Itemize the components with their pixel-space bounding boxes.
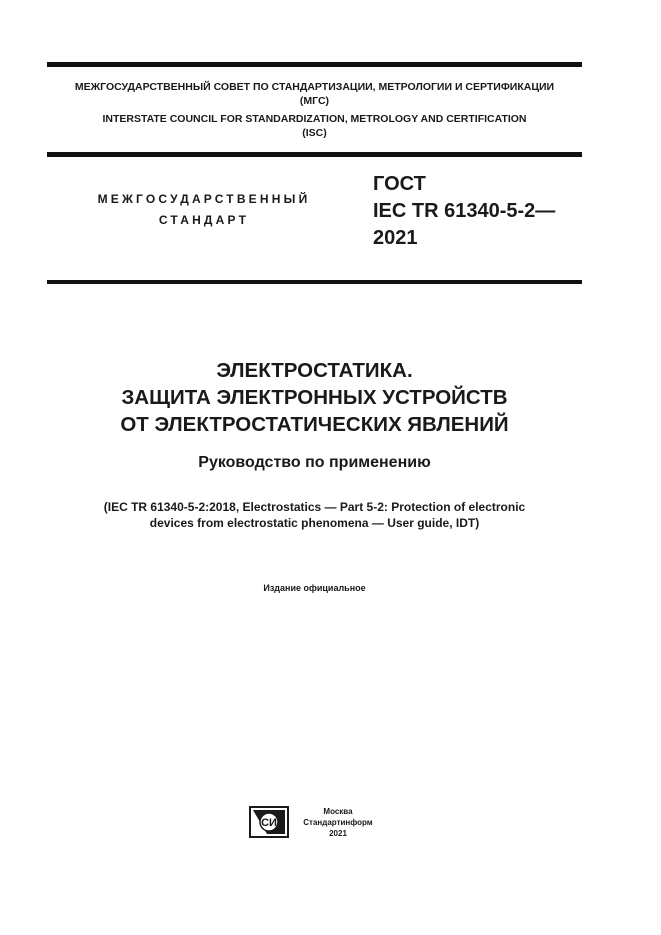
document-title: [47, 357, 582, 438]
designation-divider: [47, 280, 582, 284]
council-abbr-en: (ISC): [302, 127, 327, 139]
publisher-city: Москва: [323, 807, 353, 816]
standard-type-line1: МЕЖГОСУДАРСТВЕННЫЙ: [97, 192, 311, 206]
council-abbr-ru: (МГС): [299, 95, 330, 107]
standard-type-line2: СТАНДАРТ: [158, 213, 250, 227]
logo-lettering: СИ: [261, 817, 277, 829]
international-reference-line1: (IEC TR 61340-5-2:2018, Electrostatics — Part 5-2: Protection of electronic: [103, 500, 526, 514]
council-name-ru-text: МЕЖГОСУДАРСТВЕННЫЙ СОВЕТ ПО СТАНДАРТИЗАЦИИ, МЕТРОЛОГИИ И СЕРТИФИКАЦИИ: [74, 81, 555, 93]
title-line2: ЗАЩИТА ЭЛЕКТРОННЫХ УСТРОЙСТВ: [121, 386, 508, 409]
title-line3: ОТ ЭЛЕКТРОСТАТИЧЕСКИХ ЯВЛЕНИЙ: [120, 413, 509, 436]
designation-gost: ГОСТ: [373, 173, 426, 195]
council-name-en: [47, 112, 582, 140]
standard-type: [88, 189, 320, 231]
designation-year: 2021: [373, 227, 418, 249]
document-subtitle: Руководство по применению: [198, 454, 431, 471]
standartinform-logo-icon: [249, 806, 289, 838]
international-reference-line2: devices from electrostatic phenomena — User guide, IDT): [149, 516, 480, 530]
designation-number: IEC TR 61340-5-2—: [373, 200, 556, 222]
international-reference: [47, 499, 582, 531]
edition-label: Издание официальное: [263, 583, 366, 593]
publisher-name: Стандартинформ: [303, 818, 373, 827]
publisher-year: 2021: [329, 829, 347, 838]
top-divider: [47, 62, 582, 67]
header-divider: [47, 152, 582, 157]
standard-designation: [373, 171, 555, 252]
publisher-info: [293, 806, 383, 839]
council-name-ru: [47, 80, 582, 108]
title-line1: ЭЛЕКТРОСТАТИКА.: [216, 359, 413, 382]
council-name-en-text: INTERSTATE COUNCIL FOR STANDARDIZATION, METROLOGY AND CERTIFICATION: [102, 113, 527, 125]
